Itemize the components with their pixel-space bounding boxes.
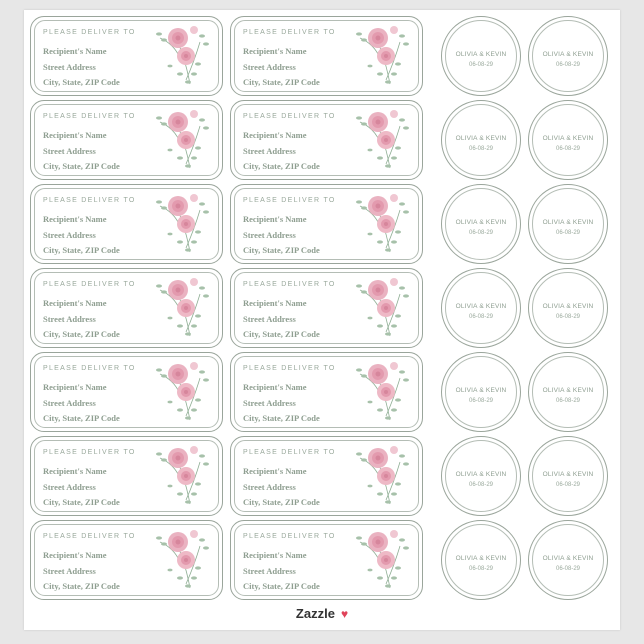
floral-rose-icon [350, 526, 416, 592]
recipient-name: Recipient's Name [243, 298, 307, 308]
recipient-name: Recipient's Name [243, 550, 307, 560]
recipient-name: Recipient's Name [43, 466, 107, 476]
couple-names: OLIVIA & KEVIN [542, 471, 594, 478]
couple-names: OLIVIA & KEVIN [455, 303, 507, 310]
city-state-zip: City, State, ZIP Code [43, 497, 120, 507]
round-sticker[interactable] [528, 100, 608, 180]
wedding-date: 06-08-29 [468, 398, 494, 404]
wedding-date: 06-08-29 [468, 482, 494, 488]
floral-rose-icon [150, 22, 216, 88]
floral-rose-icon [350, 274, 416, 340]
address-label[interactable] [30, 16, 223, 96]
label-heading: PLEASE DELIVER TO [43, 449, 136, 456]
address-label[interactable] [230, 520, 423, 600]
round-sticker[interactable] [441, 16, 521, 96]
round-sticker[interactable] [441, 436, 521, 516]
couple-names: OLIVIA & KEVIN [542, 219, 594, 226]
street-address: Street Address [43, 314, 96, 324]
label-heading: PLEASE DELIVER TO [43, 113, 136, 120]
street-address: Street Address [43, 398, 96, 408]
label-heading: PLEASE DELIVER TO [243, 197, 336, 204]
city-state-zip: City, State, ZIP Code [243, 77, 320, 87]
round-sticker[interactable] [528, 16, 608, 96]
wedding-date: 06-08-29 [468, 146, 494, 152]
city-state-zip: City, State, ZIP Code [243, 161, 320, 171]
round-sticker[interactable] [528, 184, 608, 264]
street-address: Street Address [243, 398, 296, 408]
city-state-zip: City, State, ZIP Code [243, 581, 320, 591]
couple-names: OLIVIA & KEVIN [455, 555, 507, 562]
street-address: Street Address [43, 146, 96, 156]
floral-rose-icon [350, 106, 416, 172]
recipient-name: Recipient's Name [243, 46, 307, 56]
city-state-zip: City, State, ZIP Code [43, 329, 120, 339]
wedding-date: 06-08-29 [555, 146, 581, 152]
round-sticker[interactable] [528, 436, 608, 516]
wedding-date: 06-08-29 [555, 230, 581, 236]
label-heading: PLEASE DELIVER TO [243, 365, 336, 372]
street-address: Street Address [243, 566, 296, 576]
round-sticker[interactable] [528, 352, 608, 432]
recipient-name: Recipient's Name [243, 382, 307, 392]
street-address: Street Address [243, 146, 296, 156]
label-heading: PLEASE DELIVER TO [43, 197, 136, 204]
couple-names: OLIVIA & KEVIN [455, 51, 507, 58]
label-heading: PLEASE DELIVER TO [243, 281, 336, 288]
city-state-zip: City, State, ZIP Code [43, 77, 120, 87]
address-label[interactable] [30, 352, 223, 432]
street-address: Street Address [43, 482, 96, 492]
address-label[interactable] [30, 436, 223, 516]
street-address: Street Address [43, 230, 96, 240]
label-heading: PLEASE DELIVER TO [243, 533, 336, 540]
address-label[interactable] [230, 16, 423, 96]
address-label[interactable] [230, 352, 423, 432]
city-state-zip: City, State, ZIP Code [43, 245, 120, 255]
couple-names: OLIVIA & KEVIN [542, 555, 594, 562]
recipient-name: Recipient's Name [43, 298, 107, 308]
floral-rose-icon [150, 106, 216, 172]
round-sticker[interactable] [441, 520, 521, 600]
recipient-name: Recipient's Name [243, 466, 307, 476]
floral-rose-icon [350, 22, 416, 88]
address-label[interactable] [30, 184, 223, 264]
floral-rose-icon [150, 358, 216, 424]
wedding-date: 06-08-29 [555, 314, 581, 320]
brand-name: Zazzle [295, 606, 335, 621]
round-sticker[interactable] [528, 268, 608, 348]
couple-names: OLIVIA & KEVIN [455, 387, 507, 394]
city-state-zip: City, State, ZIP Code [243, 413, 320, 423]
wedding-date: 06-08-29 [468, 566, 494, 572]
label-heading: PLEASE DELIVER TO [43, 281, 136, 288]
wedding-date: 06-08-29 [555, 62, 581, 68]
round-sticker[interactable] [528, 520, 608, 600]
recipient-name: Recipient's Name [43, 46, 107, 56]
floral-rose-icon [150, 442, 216, 508]
street-address: Street Address [43, 566, 96, 576]
sticker-sheet [24, 10, 620, 630]
floral-rose-icon [350, 190, 416, 256]
label-heading: PLEASE DELIVER TO [243, 113, 336, 120]
wedding-date: 06-08-29 [468, 314, 494, 320]
floral-rose-icon [350, 358, 416, 424]
floral-rose-icon [150, 526, 216, 592]
wedding-date: 06-08-29 [468, 230, 494, 236]
city-state-zip: City, State, ZIP Code [243, 245, 320, 255]
address-label[interactable] [230, 184, 423, 264]
round-sticker[interactable] [441, 268, 521, 348]
city-state-zip: City, State, ZIP Code [43, 161, 120, 171]
recipient-name: Recipient's Name [243, 214, 307, 224]
floral-rose-icon [150, 274, 216, 340]
wedding-date: 06-08-29 [555, 398, 581, 404]
couple-names: OLIVIA & KEVIN [542, 303, 594, 310]
couple-names: OLIVIA & KEVIN [542, 135, 594, 142]
recipient-name: Recipient's Name [43, 382, 107, 392]
wedding-date: 06-08-29 [555, 482, 581, 488]
street-address: Street Address [43, 62, 96, 72]
city-state-zip: City, State, ZIP Code [243, 329, 320, 339]
couple-names: OLIVIA & KEVIN [455, 219, 507, 226]
couple-names: OLIVIA & KEVIN [455, 135, 507, 142]
street-address: Street Address [243, 62, 296, 72]
label-heading: PLEASE DELIVER TO [43, 29, 136, 36]
couple-names: OLIVIA & KEVIN [542, 387, 594, 394]
round-sticker[interactable] [441, 352, 521, 432]
recipient-name: Recipient's Name [43, 550, 107, 560]
address-label[interactable] [230, 100, 423, 180]
city-state-zip: City, State, ZIP Code [243, 497, 320, 507]
floral-rose-icon [150, 190, 216, 256]
heart-icon: ♥ [340, 607, 349, 621]
address-label[interactable] [30, 268, 223, 348]
brand-footer [0, 606, 644, 621]
label-heading: PLEASE DELIVER TO [43, 533, 136, 540]
address-label[interactable] [230, 268, 423, 348]
address-label[interactable] [230, 436, 423, 516]
round-sticker[interactable] [441, 100, 521, 180]
label-heading: PLEASE DELIVER TO [243, 29, 336, 36]
couple-names: OLIVIA & KEVIN [542, 51, 594, 58]
recipient-name: Recipient's Name [43, 214, 107, 224]
recipient-name: Recipient's Name [43, 130, 107, 140]
wedding-date: 06-08-29 [555, 566, 581, 572]
street-address: Street Address [243, 230, 296, 240]
round-sticker[interactable] [441, 184, 521, 264]
city-state-zip: City, State, ZIP Code [43, 413, 120, 423]
floral-rose-icon [350, 442, 416, 508]
label-heading: PLEASE DELIVER TO [243, 449, 336, 456]
city-state-zip: City, State, ZIP Code [43, 581, 120, 591]
address-label[interactable] [30, 520, 223, 600]
street-address: Street Address [243, 482, 296, 492]
street-address: Street Address [243, 314, 296, 324]
label-heading: PLEASE DELIVER TO [43, 365, 136, 372]
wedding-date: 06-08-29 [468, 62, 494, 68]
recipient-name: Recipient's Name [243, 130, 307, 140]
address-label[interactable] [30, 100, 223, 180]
couple-names: OLIVIA & KEVIN [455, 471, 507, 478]
